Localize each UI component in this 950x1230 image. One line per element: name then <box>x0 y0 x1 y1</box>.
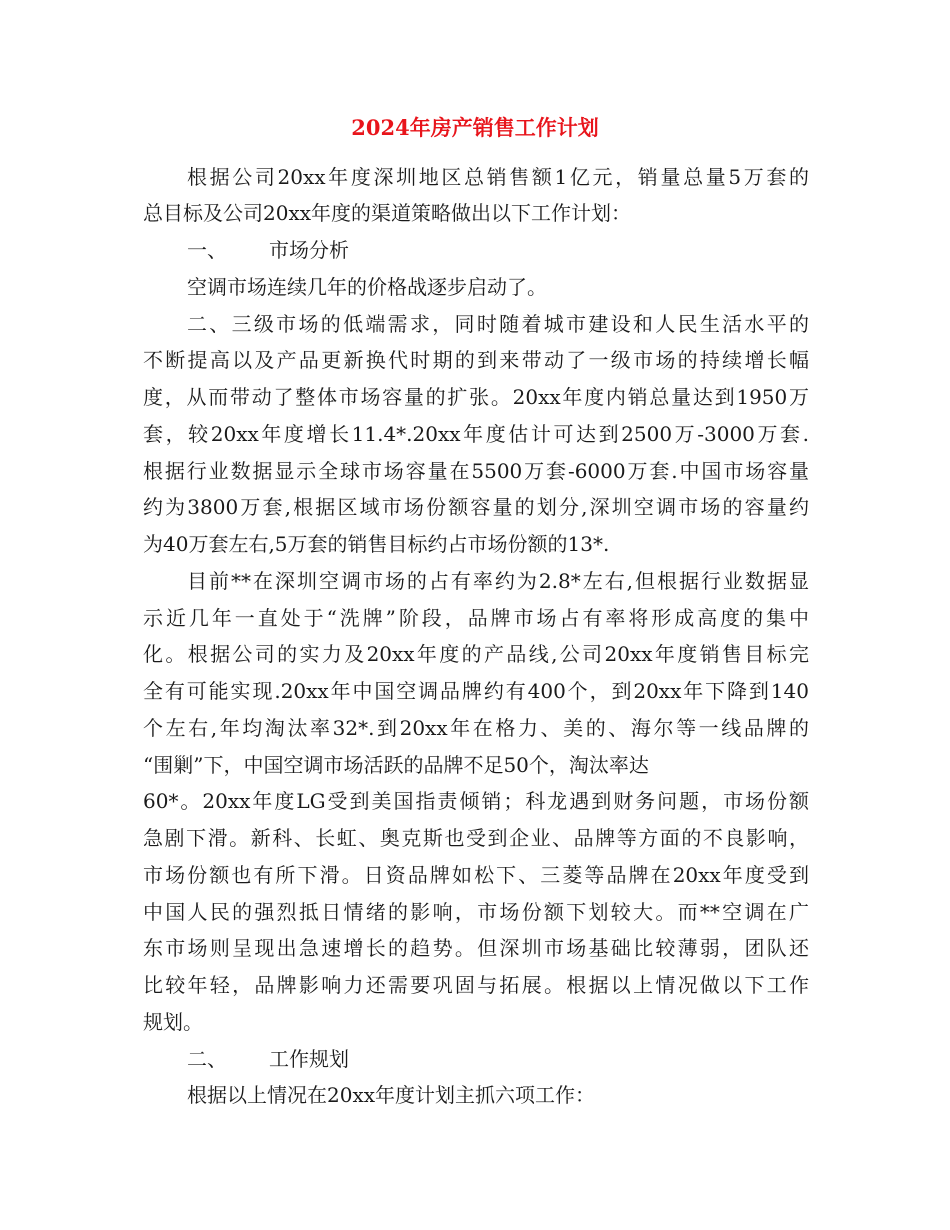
section-heading <box>187 235 349 265</box>
section-heading-text: 市场分析 <box>269 238 349 262</box>
paragraph-line: 目前**在深圳空调市场的占有率约为2.8*左右,但根据行业数据显 <box>187 569 809 593</box>
paragraph-line: 个左右,年均淘汰率32*.到20xx年在格力、美的、海尔等一线品牌的 <box>143 716 809 740</box>
paragraph-line: 总目标及公司20xx年度的渠道策略做出以下工作计划： <box>143 201 632 225</box>
paragraph-line: 化。根据公司的实力及20xx年度的产品线,公司20xx年度销售目标完 <box>143 642 809 666</box>
paragraph-line: 不断提高以及产品更新换代时期的到来带动了一级市场的持续增长幅 <box>143 348 809 372</box>
paragraph-line: 急剧下滑。新科、长虹、奥克斯也受到企业、品牌等方面的不良影响， <box>143 826 809 850</box>
paragraph-line: 为40万套左右,5万套的销售目标约占市场份额的13*. <box>143 532 610 556</box>
section-heading <box>187 1044 349 1074</box>
section-number: 二、 <box>187 1047 227 1071</box>
paragraph-line: 套，较20xx年度增长11.4*.20xx年度估计可达到2500万-3000万套. <box>143 422 809 446</box>
paragraph-line: 根据以上情况在20xx年度计划主抓六项工作： <box>187 1083 596 1107</box>
paragraph-line: 东市场则呈现出急速增长的趋势。但深圳市场基础比较薄弱，团队还 <box>143 936 809 960</box>
paragraph-line: 示近几年一直处于“洗牌”阶段，品牌市场占有率将形成高度的集中 <box>143 606 809 630</box>
section-number: 一、 <box>187 238 227 262</box>
section-heading-text: 工作规划 <box>269 1047 349 1071</box>
paragraph-line: 根据行业数据显示全球市场容量在5500万套-6000万套.中国市场容量 <box>143 459 809 483</box>
paragraph-line: 规划。 <box>143 1010 203 1034</box>
paragraph-line: 比较年轻，品牌影响力还需要巩固与拓展。根据以上情况做以下工作 <box>143 973 809 997</box>
paragraph-line: “围剿”下，中国空调市场活跃的品牌不足50个，淘汰率达 <box>143 753 649 777</box>
paragraph-line: 二、三级市场的低端需求，同时随着城市建设和人民生活水平的 <box>187 312 809 336</box>
paragraph-line: 中国人民的强烈抵日情绪的影响，市场份额下划较大。而**空调在广 <box>143 900 809 924</box>
paragraph-line: 度，从而带动了整体市场容量的扩张。20xx年度内销总量达到1950万 <box>143 385 809 409</box>
paragraph-line: 全有可能实现.20xx年中国空调品牌约有400个，到20xx年下降到140 <box>143 679 809 703</box>
paragraph-line: 根据公司20xx年度深圳地区总销售额1亿元，销量总量5万套的 <box>187 165 809 189</box>
paragraph-line: 60*。20xx年度LG受到美国指责倾销；科龙遇到财务问题，市场份额 <box>143 789 809 813</box>
document-title: 2024年房产销售工作计划 <box>351 115 599 140</box>
paragraph-line: 市场份额也有所下滑。日资品牌如松下、三菱等品牌在20xx年度受到 <box>143 863 809 887</box>
paragraph-line: 约为3800万套,根据区域市场份额容量的划分,深圳空调市场的容量约 <box>143 495 809 519</box>
paragraph-line: 空调市场连续几年的价格战逐步启动了。 <box>187 275 547 299</box>
